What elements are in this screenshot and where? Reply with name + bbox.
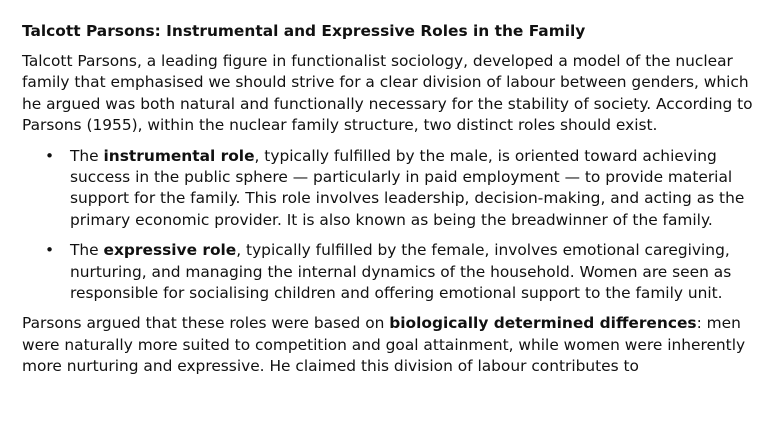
document-title: Talcott Parsons: Instrumental and Expressive Roles in the Family (22, 22, 586, 40)
bullet-icon: • (45, 241, 55, 260)
intro-paragraph: Talcott Parsons, a leading figure in functionalist sociology, developed a model of the nuclear family that emphasised we should strive for a clear division of labour between genders, which he argued was both natural and functionally necessary for the stability of society. According to Parsons (1955), within the nuclear family structure, two distinct roles should exist. (22, 52, 753, 135)
role-description: , typically fulfilled by the female, involves emotional caregiving, nurturing, and managing the internal dynamics of the household. Women are seen as responsible for socialising children and offering emotional support to the family unit. (70, 241, 732, 303)
role-prefix: The (70, 146, 104, 165)
role-description: , typically fulfilled by the male, is oriented toward achieving success in the public sphere — particularly in paid employment — to provide material support for the family. This role involves leadership, decision-making, and acting as the primary economic provider. It is also known as being the breadwinner of the family. (70, 146, 745, 229)
closing-prefix: Parsons argued that these roles were based on (22, 314, 390, 333)
role-term-expressive: expressive role (103, 241, 237, 260)
bullet-icon: • (45, 146, 55, 165)
list-item-instrumental-role (22, 146, 772, 232)
closing-text: : men were naturally more suited to competition and goal attainment, while women were inherently more nurturing and expressive. He claimed this division of labour contributes to (22, 314, 746, 376)
roles-list (22, 146, 772, 305)
role-prefix: The (70, 241, 104, 260)
closing-paragraph (22, 313, 772, 377)
document-body (22, 20, 772, 378)
list-item-expressive-role (22, 240, 772, 304)
role-term-instrumental: instrumental role (103, 146, 255, 165)
closing-term: biologically determined differences (389, 314, 697, 333)
